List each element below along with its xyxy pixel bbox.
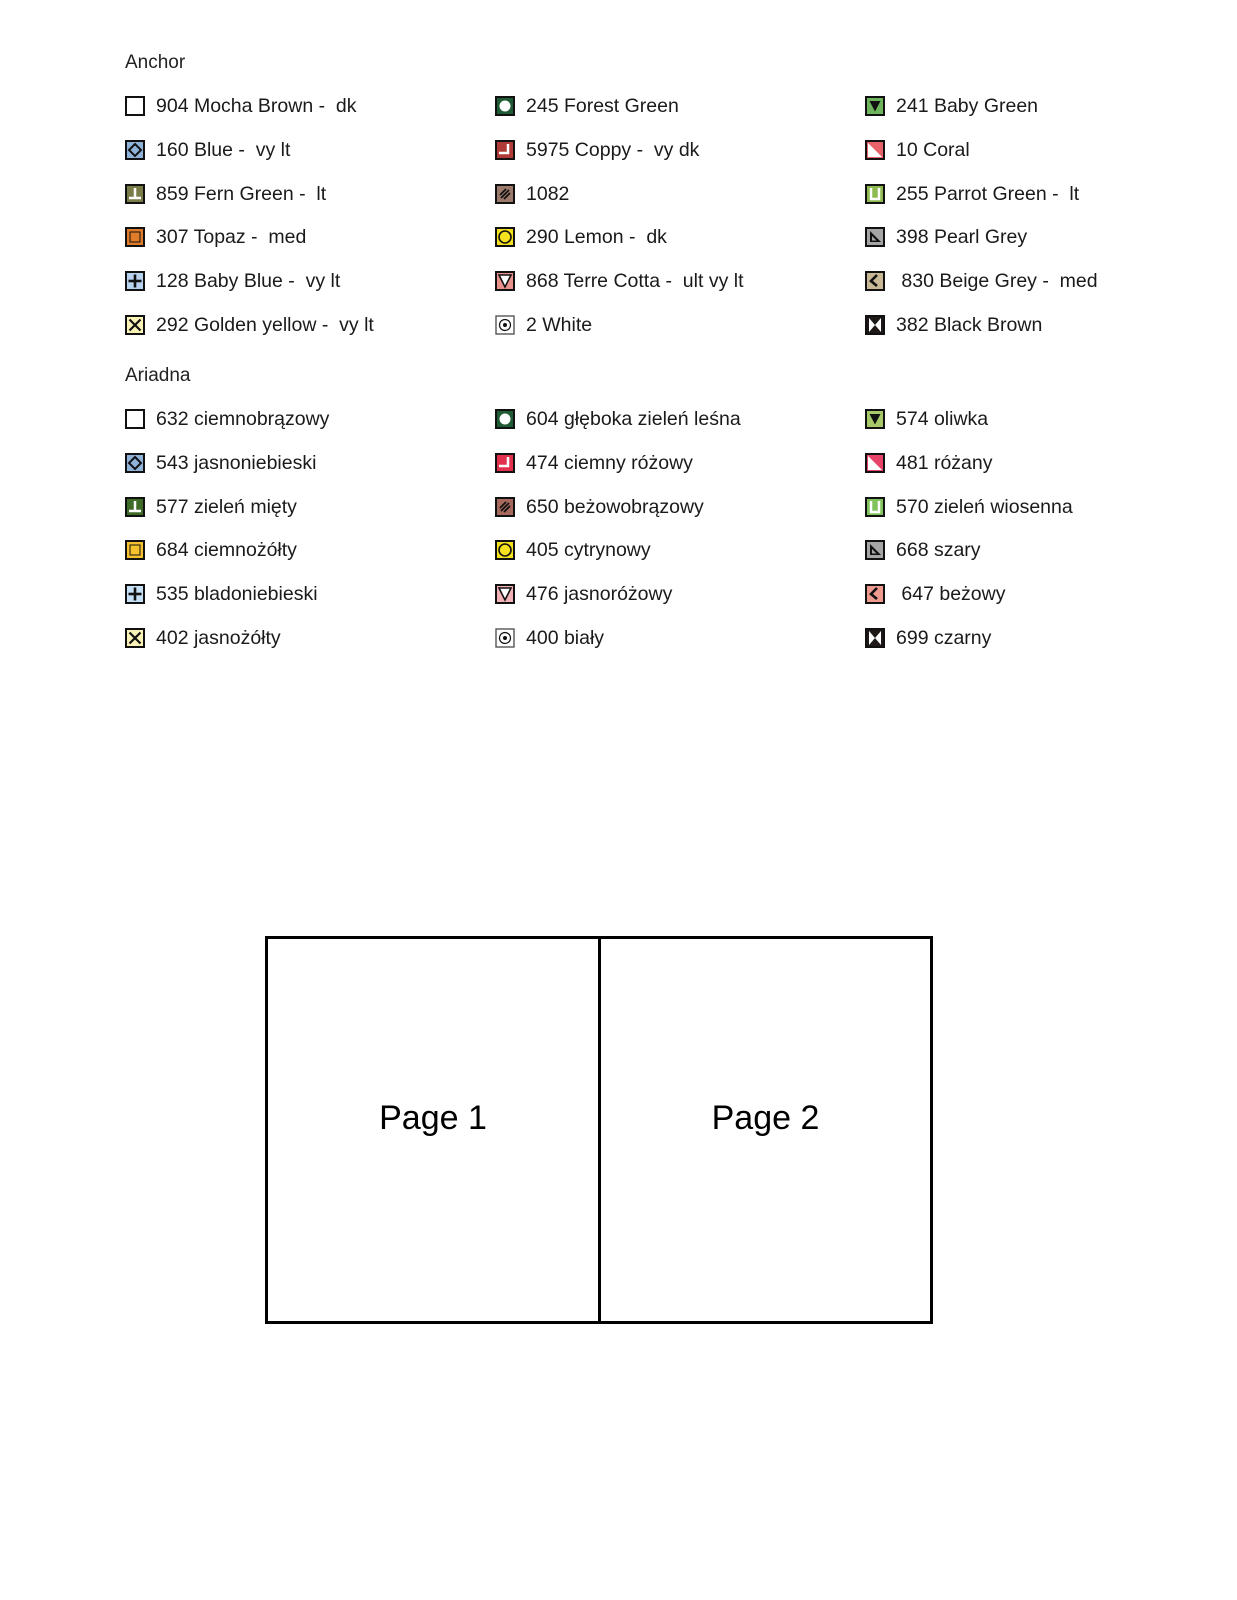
legend-row — [125, 538, 1125, 562]
tee-symbol-icon — [125, 184, 145, 204]
legend-item-label: 868 Terre Cotta - ult vy lt — [526, 269, 744, 292]
legend-item — [865, 538, 981, 562]
page-layout-diagram — [265, 936, 930, 1324]
legend-row — [125, 269, 1125, 293]
hatch-symbol-icon — [495, 497, 515, 517]
legend-item-label: 859 Fern Green - lt — [156, 182, 327, 205]
legend-item — [865, 495, 1073, 519]
legend-item — [125, 538, 297, 562]
legend-row — [125, 582, 1125, 606]
legend-item-label: 574 oliwka — [896, 407, 989, 430]
legend-row — [125, 407, 1125, 431]
triangle-down-symbol-icon — [865, 409, 885, 429]
page-1-label: Page 1 — [379, 1099, 487, 1137]
legend-item — [865, 94, 1038, 118]
legend-item-label: 292 Golden yellow - vy lt — [156, 313, 374, 336]
section-title-anchor: Anchor — [125, 52, 186, 73]
legend-item-label: 307 Topaz - med — [156, 225, 307, 248]
circle-symbol-icon — [495, 409, 515, 429]
ring-symbol-icon — [495, 227, 515, 247]
legend-item-label: 400 biały — [526, 626, 605, 649]
legend-item — [865, 451, 992, 475]
tee-symbol-icon — [125, 497, 145, 517]
legend-item-label: 650 beżowobrązowy — [526, 495, 704, 518]
legend-item — [125, 225, 306, 249]
hatch-symbol-icon — [495, 184, 515, 204]
legend-item — [495, 626, 604, 650]
u-symbol-icon — [865, 184, 885, 204]
legend-row — [125, 451, 1125, 475]
legend-item — [865, 407, 988, 431]
legend-item — [495, 451, 693, 475]
legend-item-label: 481 różany — [896, 451, 993, 474]
legend-item-label: 402 jasnożółty — [156, 626, 281, 649]
legend-item-label: 476 jasnoróżowy — [526, 582, 673, 605]
legend-item — [125, 269, 340, 293]
legend-item — [495, 582, 672, 606]
legend-item — [125, 94, 357, 118]
plus-symbol-icon — [125, 584, 145, 604]
legend-item-label: 245 Forest Green — [526, 94, 679, 117]
section-title-ariadna: Ariadna — [125, 365, 191, 386]
plus-symbol-icon — [125, 271, 145, 291]
bowtie-symbol-icon — [865, 628, 885, 648]
legend-item — [125, 495, 297, 519]
legend-item-label: 128 Baby Blue - vy lt — [156, 269, 341, 292]
cross-symbol-icon — [125, 315, 145, 335]
square-symbol-icon — [125, 96, 145, 116]
legend-item-label: 632 ciemnobrązowy — [156, 407, 330, 430]
legend-item — [125, 626, 281, 650]
legend-item-label: 5975 Coppy - vy dk — [526, 138, 700, 161]
dot-symbol-icon — [495, 628, 515, 648]
triangle-outline-symbol-icon — [495, 271, 515, 291]
diagonal-symbol-icon — [865, 453, 885, 473]
legend-item — [125, 313, 374, 337]
legend-item-label: 684 ciemnożółty — [156, 538, 297, 561]
legend-item — [865, 225, 1027, 249]
diamond-symbol-icon — [125, 140, 145, 160]
legend-item — [495, 182, 569, 206]
legend-row — [125, 626, 1125, 650]
legend-item — [125, 138, 290, 162]
legend-item-label: 830 Beige Grey - med — [896, 269, 1098, 292]
legend-row — [125, 94, 1125, 118]
legend-item — [495, 538, 651, 562]
square-symbol-icon — [125, 409, 145, 429]
legend-item — [495, 138, 699, 162]
legend-item-label: 290 Lemon - dk — [526, 225, 667, 248]
legend-row — [125, 495, 1125, 519]
legend-item — [865, 626, 991, 650]
inner-square-symbol-icon — [125, 227, 145, 247]
diamond-symbol-icon — [125, 453, 145, 473]
legend-item-label: 577 zieleń mięty — [156, 495, 297, 518]
legend-item-label: 1082 — [526, 182, 570, 205]
legend-item — [495, 225, 667, 249]
legend-row — [125, 138, 1125, 162]
wedge-symbol-icon — [865, 540, 885, 560]
legend-row — [125, 225, 1125, 249]
legend-item-label: 382 Black Brown — [896, 313, 1043, 336]
circle-symbol-icon — [495, 96, 515, 116]
legend-item-label: 604 głęboka zieleń leśna — [526, 407, 741, 430]
page-2-box — [598, 936, 933, 1324]
legend-item — [495, 269, 743, 293]
legend-item-label: 160 Blue - vy lt — [156, 138, 291, 161]
wedge-symbol-icon — [865, 227, 885, 247]
cross-symbol-icon — [125, 628, 145, 648]
u-symbol-icon — [865, 497, 885, 517]
triangle-outline-symbol-icon — [495, 584, 515, 604]
legend-item — [125, 407, 329, 431]
dot-symbol-icon — [495, 315, 515, 335]
legend-item — [865, 269, 1098, 293]
legend-item-label: 2 White — [526, 313, 593, 336]
inner-square-symbol-icon — [125, 540, 145, 560]
legend-item-label: 904 Mocha Brown - dk — [156, 94, 357, 117]
legend-item-label: 474 ciemny różowy — [526, 451, 693, 474]
legend-item-label: 405 cytrynowy — [526, 538, 651, 561]
ring-symbol-icon — [495, 540, 515, 560]
legend-row — [125, 182, 1125, 206]
legend-item — [125, 182, 326, 206]
page-1-box — [265, 936, 601, 1324]
corner-symbol-icon — [495, 140, 515, 160]
legend-item — [495, 495, 704, 519]
triangle-down-symbol-icon — [865, 96, 885, 116]
legend-item — [865, 182, 1079, 206]
legend-item — [865, 582, 1006, 606]
legend-item-label: 647 beżowy — [896, 582, 1006, 605]
legend-item-label: 241 Baby Green — [896, 94, 1039, 117]
legend-item — [125, 451, 316, 475]
diagonal-symbol-icon — [865, 140, 885, 160]
legend-item-label: 699 czarny — [896, 626, 992, 649]
legend-item — [495, 94, 679, 118]
page-2-label: Page 2 — [711, 1099, 820, 1137]
legend-item — [865, 138, 970, 162]
legend-item-label: 10 Coral — [896, 138, 970, 161]
legend-item-label: 255 Parrot Green - lt — [896, 182, 1080, 205]
bowtie-symbol-icon — [865, 315, 885, 335]
chevron-symbol-icon — [865, 271, 885, 291]
legend-item — [495, 407, 741, 431]
legend-item-label: 398 Pearl Grey — [896, 225, 1028, 248]
legend-item-label: 570 zieleń wiosenna — [896, 495, 1073, 518]
chevron-symbol-icon — [865, 584, 885, 604]
legend-row — [125, 313, 1125, 337]
legend-item-label: 543 jasnoniebieski — [156, 451, 317, 474]
legend-item — [495, 313, 592, 337]
legend-item-label: 668 szary — [896, 538, 981, 561]
legend-item-label: 535 bladoniebieski — [156, 582, 318, 605]
legend-item — [125, 582, 318, 606]
corner-symbol-icon — [495, 453, 515, 473]
legend-item — [865, 313, 1042, 337]
